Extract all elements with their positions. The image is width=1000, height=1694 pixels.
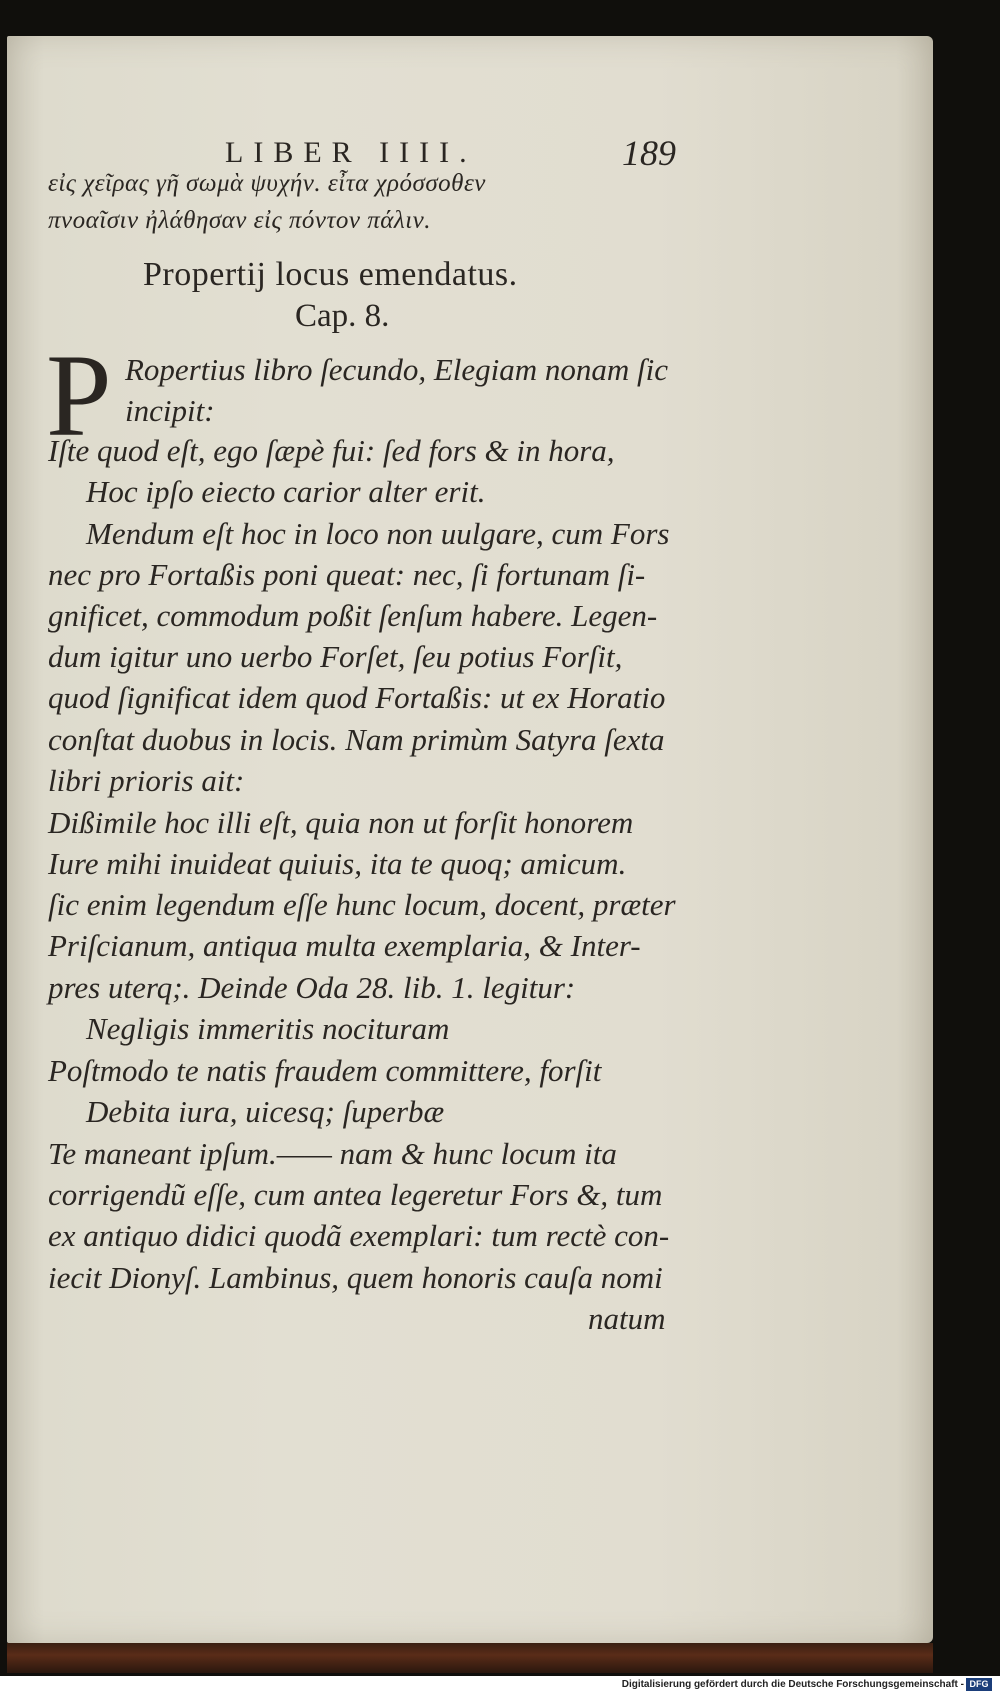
drop-cap: P bbox=[46, 330, 112, 461]
text-line: conſtat duobus in locis. Nam primùm Satyra ſexta bbox=[48, 722, 665, 757]
text-line: Mendum eſt hoc in loco non uulgare, cum Fors bbox=[86, 516, 670, 551]
text-line: Iure mihi inuideat quiuis, ita te quoq; amicum. bbox=[48, 846, 627, 881]
text-line: Debita iura, uicesq; ſuperbæ bbox=[86, 1094, 445, 1129]
text-line: Te maneant ipſum.—— nam & hunc locum ita bbox=[48, 1136, 617, 1171]
running-head: LIBER IIII. bbox=[225, 136, 477, 169]
text-line: Ropertius libro ſecundo, Elegiam nonam ſic bbox=[125, 352, 668, 387]
greek-line-2: πνοαῖσιν ἠλάθησαν εἰς πόντον πάλιν. bbox=[48, 207, 432, 234]
text-line: Iſte quod eſt, ego ſæpè fui: ſed fors & in hora, bbox=[48, 433, 615, 468]
text-line: Poſtmodo te natis fraudem committere, forſit bbox=[48, 1053, 602, 1088]
text-line: incipit: bbox=[125, 393, 215, 428]
text-line: corrigendũ eſſe, cum antea legeretur Fors &, tum bbox=[48, 1177, 663, 1212]
text-line: Priſcianum, antiqua multa exemplaria, & Inter- bbox=[48, 928, 641, 963]
greek-line-1: εἰς χεῖρας γῆ σωμὰ ψυχήν. εἶτα χρόσσοθεν bbox=[48, 170, 486, 197]
text-line: iecit Dionyſ. Lambinus, quem honoris cauſa nomi bbox=[48, 1260, 663, 1295]
text-line: nec pro Fortaßis poni queat: nec, ſi fortunam ſi- bbox=[48, 557, 646, 592]
text-line: dum igitur uno uerbo Forſet, ſeu potius Forſit, bbox=[48, 639, 623, 674]
text-line: quod ſignificat idem quod Fortaßis: ut ex Horatio bbox=[48, 680, 666, 715]
chapter-title: Propertij locus emendatus. bbox=[143, 256, 518, 293]
text-line: libri prioris ait: bbox=[48, 763, 245, 798]
text-line: ex antiquo didici quodã exemplari: tum rectè con- bbox=[48, 1218, 670, 1253]
text-line: ſic enim legendum eſſe hunc locum, docent, præter bbox=[48, 887, 676, 922]
text-line: gnificet, commodum poßit ſenſum habere. Legen- bbox=[48, 598, 658, 633]
chapter-number: Cap. 8. bbox=[295, 298, 390, 334]
catchword: natum bbox=[588, 1301, 666, 1336]
digitization-credit: Digitalisierung gefördert durch die Deutsche Forschungsgemeinschaft - bbox=[621, 1679, 964, 1690]
text-line: Hoc ipſo eiecto carior alter erit. bbox=[86, 474, 486, 509]
text-line: pres uterq;. Deinde Oda 28. lib. 1. legitur: bbox=[48, 970, 576, 1005]
dfg-logo: DFG bbox=[966, 1678, 992, 1691]
text-line: Negligis immeritis nocituram bbox=[86, 1011, 450, 1046]
folio-number: 189 bbox=[622, 133, 676, 173]
text-line: Dißimile hoc illi eſt, quia non ut forſit honorem bbox=[48, 805, 634, 840]
book-edge bbox=[7, 1643, 933, 1673]
